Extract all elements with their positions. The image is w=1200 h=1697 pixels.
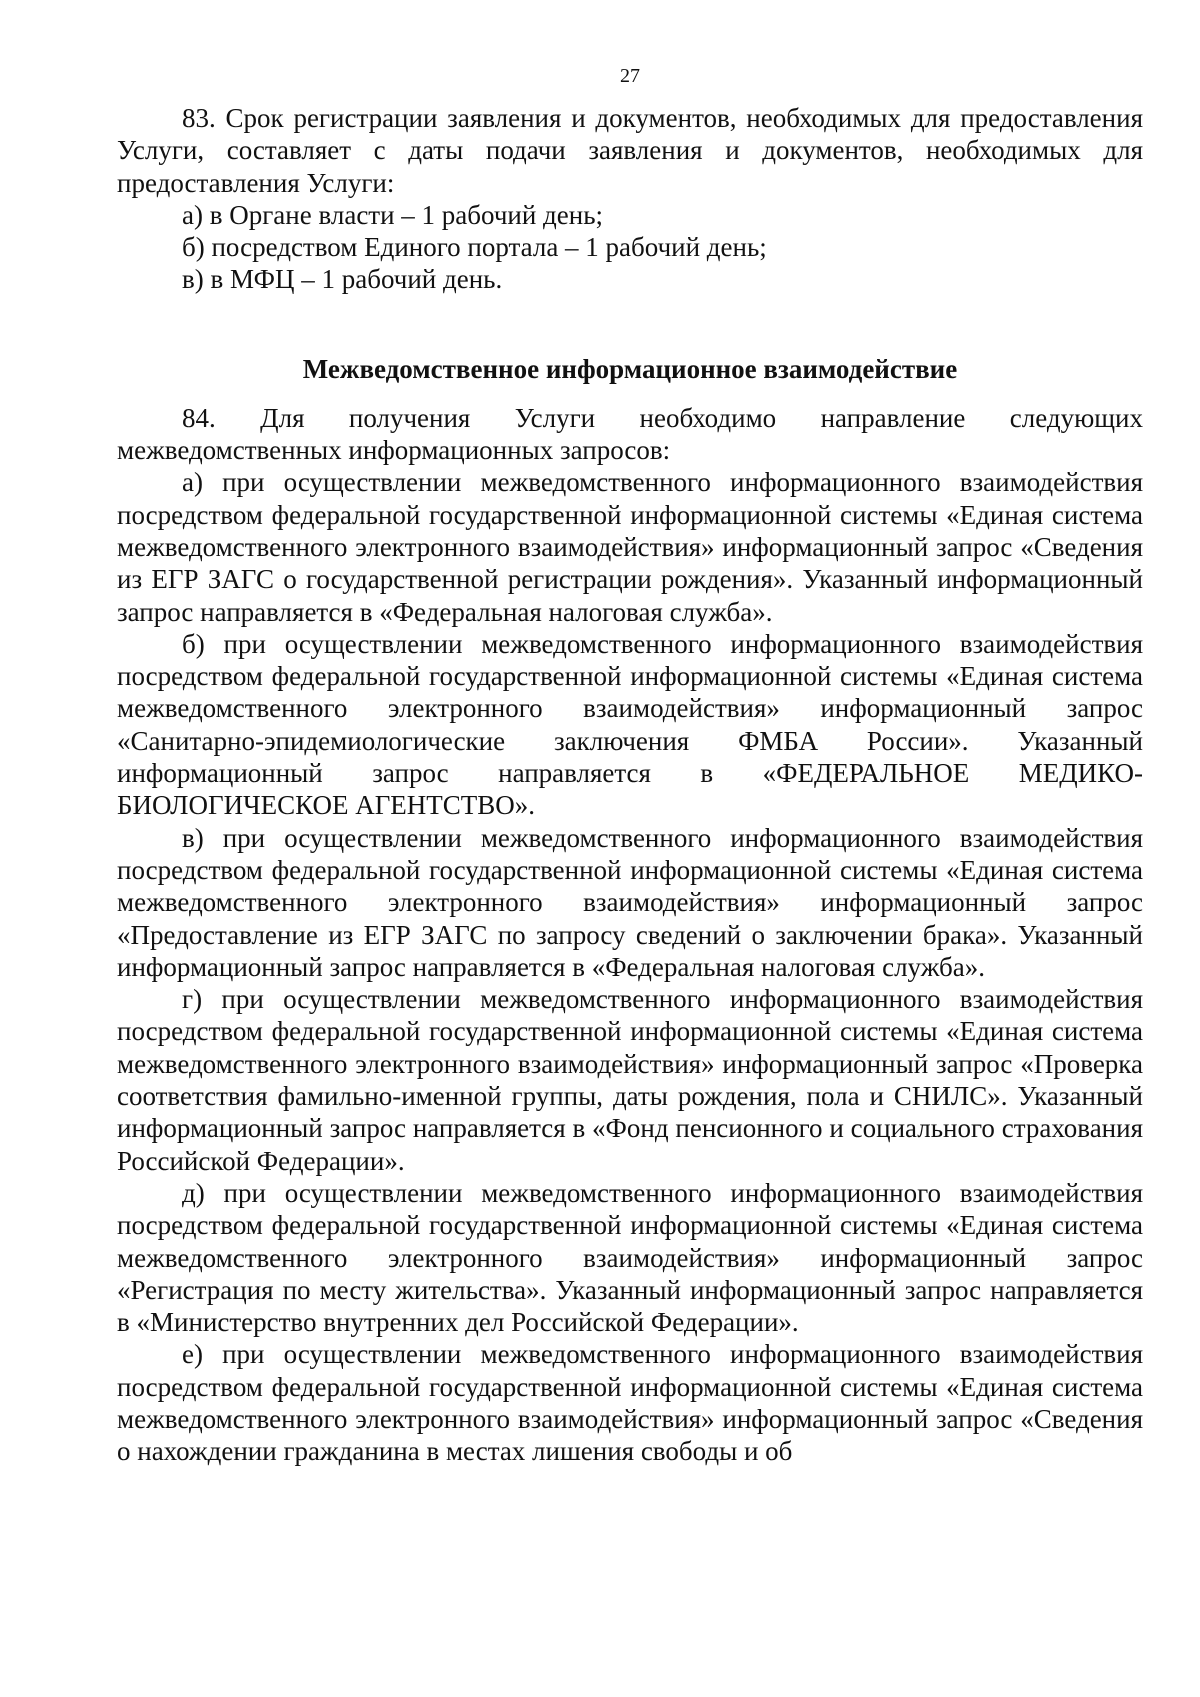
section-83-intro: 83. Срок регистрации заявления и документов, необходимых для предоставления Услуги, составляет с даты подачи заявления и документов, необходимых для предоставления Услуги: xyxy=(117,103,1143,198)
section-83-item-a: а) в Органе власти – 1 рабочий день; xyxy=(182,199,604,230)
section-84-item-e: д) при осуществлении межведомственного информационного взаимодействия посредством федеральной государственной информационной системы «Единая система межведомственного электронного взаимодействия» информационный запрос «Регистрация по месту жительства». Указанный информационный запрос направляется в «Министерство внутренних дел Российской Федерации». xyxy=(117,1177,1143,1338)
section-84-item-c: в) при осуществлении межведомственного информационного взаимодействия посредством федеральной государственной информационной системы «Единая система межведомственного электронного взаимодействия» информационный запрос «Предоставление из ЕГР ЗАГС по запросу сведений о заключении брака». Указанный информационный запрос направляется в «Федеральная налоговая служба». xyxy=(117,822,1143,982)
section-83-item-c: в) в МФЦ – 1 рабочий день. xyxy=(182,264,503,295)
section-84-item-a: а) при осуществлении межведомственного информационного взаимодействия посредством федеральной государственной информационной системы «Единая система межведомственного электронного взаимодействия» информационный запрос «Сведения из ЕГР ЗАГС о государственной регистрации рождения». Указанный информационный запрос направляется в «Федеральная налоговая служба». xyxy=(117,467,1143,627)
section-heading: Межведомственное информационное взаимодействие xyxy=(302,353,958,384)
page-number: 27 xyxy=(620,65,640,87)
section-84-intro: 84. Для получения Услуги необходимо направление следующих межведомственных информационных запросов: xyxy=(117,402,1143,466)
section-83-item-b: б) посредством Единого портала – 1 рабочий день; xyxy=(182,232,767,263)
section-84 xyxy=(117,402,1143,1468)
section-84-item-d: г) при осуществлении межведомственного информационного взаимодействия посредством федеральной государственной информационной системы «Единая система межведомственного электронного взаимодействия» информационный запрос «Проверка соответствия фамильно-именной группы, даты рождения, пола и СНИЛС». Указанный информационный запрос направляется в «Фонд пенсионного и социального страхования Российской Федерации». xyxy=(117,984,1143,1176)
section-83 xyxy=(117,102,1143,296)
section-84-item-b: б) при осуществлении межведомственного информационного взаимодействия посредством федеральной государственной информационной системы «Единая система межведомственного электронного взаимодействия» информационный запрос «Санитарно-эпидемиологические заключения ФМБА России». Указанный информационный запрос направляется в «ФЕДЕРАЛЬНОЕ МЕДИКО-БИОЛОГИЧЕСКОЕ АГЕНТСТВО». xyxy=(117,628,1143,821)
document-page xyxy=(117,64,1143,1468)
section-84-item-f: е) при осуществлении межведомственного информационного взаимодействия посредством федеральной государственной информационной системы «Единая система межведомственного электронного взаимодействия» информационный запрос «Сведения о нахождении гражданина в местах лишения свободы и об xyxy=(117,1339,1143,1467)
